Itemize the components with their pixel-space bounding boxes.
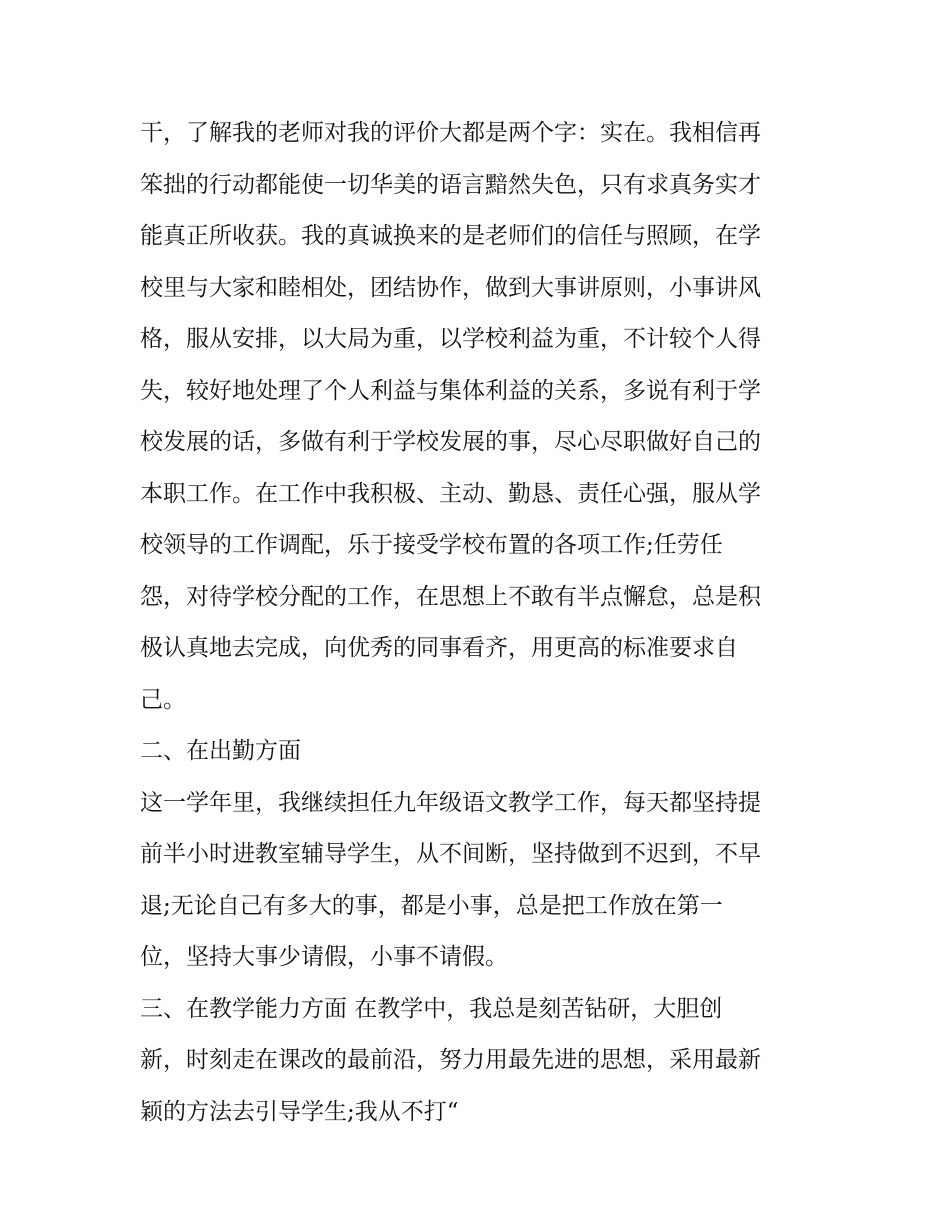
text-line: 退;无论自己有多大的事，都是小事，总是把工作放在第一 (140, 892, 723, 919)
text-line: 校里与大家和睦相处，团结协作，做到大事讲原则，小事讲风 (140, 274, 761, 301)
text-line: 位，坚持大事少请假，小事不请假。 (140, 944, 508, 970)
section-heading-attendance: 二、在出勤方面 (140, 738, 301, 764)
text-line: 能真正所收获。我的真诚换来的是老师们的信任与照顾，在学 (140, 223, 761, 249)
text-line: 笨拙的行动都能使一切华美的语言黯然失色，只有求真务实才 (140, 171, 761, 198)
text-line: 失，较好地处理了个人利益与集体利益的关系，多说有利于学 (140, 377, 761, 404)
text-line: 怨，对待学校分配的工作，在思想上不敢有半点懈怠，总是积 (140, 583, 761, 610)
section-heading-teaching-ability: 三、在教学能力方面 在教学中，我总是刻苦钻研，大胆创 (140, 995, 723, 1022)
text-line: 己。 (140, 686, 186, 713)
text-line: 极认真地去完成，向优秀的同事看齐，用更高的标准要求自 (140, 635, 738, 661)
text-line: 干，了解我的老师对我的评价大都是两个字：实在。我相信再 (140, 120, 761, 146)
text-line: 校发展的话，多做有利于学校发展的事，尽心尽职做好自己的 (140, 429, 761, 455)
text-line: 格，服从安排，以大局为重，以学校利益为重，不计较个人得 (140, 326, 761, 352)
text-line: 本职工作。在工作中我积极、主动、勤恳、责任心强，服从学 (140, 480, 761, 507)
text-line: 颖的方法去引导学生;我从不打“ (140, 1098, 459, 1125)
text-line: 这一学年里，我继续担任九年级语文教学工作，每天都坚持提 (140, 789, 761, 816)
document-body (140, 108, 820, 1138)
text-line: 校领导的工作调配，乐于接受学校布置的各项工作;任劳任 (140, 532, 723, 558)
text-line: 新，时刻走在课改的最前沿，努力用最先进的思想，采用最新 (140, 1047, 761, 1073)
text-line: 前半小时进教室辅导学生，从不间断，坚持做到不迟到，不早 (140, 841, 761, 867)
